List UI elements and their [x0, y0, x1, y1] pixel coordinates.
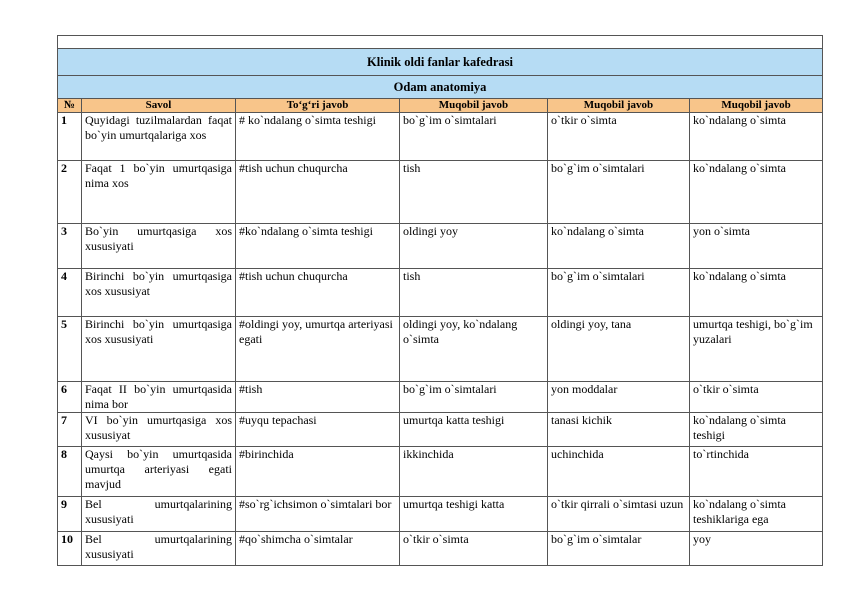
cell-alt1: tish: [400, 269, 548, 317]
cell-alt2: bo`g`im o`simtalar: [548, 532, 690, 566]
cell-num: 4: [58, 269, 82, 317]
cell-alt3: yoy: [690, 532, 823, 566]
cell-question: Qaysi bo`yin umurtqasida umurtqa arteriyasi egati mavjud: [82, 447, 236, 497]
cell-question: Bo`yin umurtqasiga xos xususiyati: [82, 224, 236, 269]
cell-correct: #tish uchun chuqurcha: [236, 161, 400, 224]
cell-alt1: bo`g`im o`simtalari: [400, 382, 548, 413]
cell-alt2: o`tkir qirrali o`simtasi uzun: [548, 497, 690, 532]
cell-alt1: oldingi yoy, ko`ndalang o`simta: [400, 317, 548, 382]
cell-num: 2: [58, 161, 82, 224]
cell-alt3: ko`ndalang o`simta: [690, 269, 823, 317]
table-row: [58, 497, 823, 532]
cell-alt3: ko`ndalang o`simta: [690, 161, 823, 224]
header-alt3: Muqobil javob: [690, 99, 823, 113]
cell-alt3: to`rtinchida: [690, 447, 823, 497]
cell-alt2: tanasi kichik: [548, 413, 690, 447]
cell-num: 10: [58, 532, 82, 566]
header-row: [58, 99, 823, 113]
header-question: Savol: [82, 99, 236, 113]
header-alt1: Muqobil javob: [400, 99, 548, 113]
cell-correct: #qo`shimcha o`simtalar: [236, 532, 400, 566]
cell-alt2: yon moddalar: [548, 382, 690, 413]
header-num: №: [58, 99, 82, 113]
cell-alt3: ko`ndalang o`simta teshigi: [690, 413, 823, 447]
cell-question: Faqat 1 bo`yin umurtqasiga nima xos: [82, 161, 236, 224]
cell-num: 5: [58, 317, 82, 382]
cell-question: Birinchi bo`yin umurtqasiga xos xususiyat: [82, 269, 236, 317]
table-row: [58, 532, 823, 566]
cell-alt2: bo`g`im o`simtalari: [548, 269, 690, 317]
blank-row: [58, 36, 823, 49]
table-row: [58, 382, 823, 413]
cell-correct: # ko`ndalang o`simta teshigi: [236, 113, 400, 161]
cell-alt3: o`tkir o`simta: [690, 382, 823, 413]
table-row: [58, 447, 823, 497]
table-row: [58, 413, 823, 447]
cell-question: Faqat II bo`yin umurtqasida nima bor: [82, 382, 236, 413]
cell-correct: #tish: [236, 382, 400, 413]
cell-alt2: ko`ndalang o`simta: [548, 224, 690, 269]
cell-correct: #oldingi yoy, umurtqa arteriyasi egati: [236, 317, 400, 382]
department-title: Klinik oldi fanlar kafedrasi: [58, 49, 823, 76]
cell-alt2: o`tkir o`simta: [548, 113, 690, 161]
cell-correct: #tish uchun chuqurcha: [236, 269, 400, 317]
table-row: [58, 269, 823, 317]
cell-alt3: umurtqa teshigi, bo`g`im yuzalari: [690, 317, 823, 382]
question-table: [57, 35, 823, 566]
cell-correct: #uyqu tepachasi: [236, 413, 400, 447]
cell-alt1: o`tkir o`simta: [400, 532, 548, 566]
cell-alt1: tish: [400, 161, 548, 224]
cell-alt2: bo`g`im o`simtalari: [548, 161, 690, 224]
cell-num: 1: [58, 113, 82, 161]
header-correct: To‘g‘ri javob: [236, 99, 400, 113]
cell-question: Bel umurtqalarining xususiyati: [82, 497, 236, 532]
cell-num: 9: [58, 497, 82, 532]
cell-alt3: ko`ndalang o`simta teshiklariga ega: [690, 497, 823, 532]
table-row: [58, 317, 823, 382]
cell-correct: #so`rg`ichsimon o`simtalari bor: [236, 497, 400, 532]
cell-alt1: umurtqa teshigi katta: [400, 497, 548, 532]
cell-correct: #birinchida: [236, 447, 400, 497]
cell-alt3: ko`ndalang o`simta: [690, 113, 823, 161]
cell-question: Quyidagi tuzilmalardan faqat bo`yin umurtqalariga xos: [82, 113, 236, 161]
cell-question: VI bo`yin umurtqasiga xos xususiyat: [82, 413, 236, 447]
table-row: [58, 161, 823, 224]
cell-num: 8: [58, 447, 82, 497]
department-row: [58, 49, 823, 76]
table-row: [58, 224, 823, 269]
subject-title: Odam anatomiya: [58, 76, 823, 99]
cell-alt1: oldingi yoy: [400, 224, 548, 269]
cell-alt3: yon o`simta: [690, 224, 823, 269]
cell-question: Bel umurtqalarining xususiyati: [82, 532, 236, 566]
cell-correct: #ko`ndalang o`simta teshigi: [236, 224, 400, 269]
cell-alt1: umurtqa katta teshigi: [400, 413, 548, 447]
cell-num: 7: [58, 413, 82, 447]
header-alt2: Muqobil javob: [548, 99, 690, 113]
cell-num: 6: [58, 382, 82, 413]
cell-num: 3: [58, 224, 82, 269]
cell-alt2: uchinchida: [548, 447, 690, 497]
cell-alt1: bo`g`im o`simtalari: [400, 113, 548, 161]
subject-row: [58, 76, 823, 99]
cell-alt2: oldingi yoy, tana: [548, 317, 690, 382]
cell-alt1: ikkinchida: [400, 447, 548, 497]
table-row: [58, 113, 823, 161]
cell-question: Birinchi bo`yin umurtqasiga xos xususiyati: [82, 317, 236, 382]
